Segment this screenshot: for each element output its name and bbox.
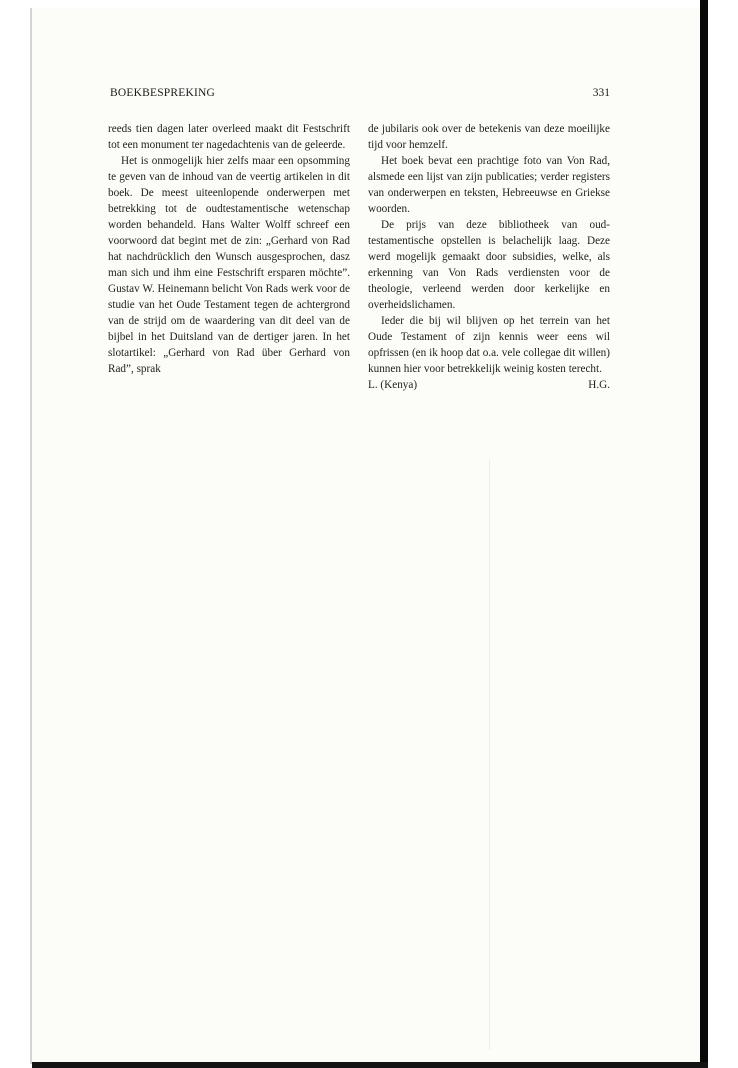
left-column (108, 121, 350, 377)
paragraph: reeds tien dagen later overleed maakt dit Festschrift tot een monument ter nagedachtenis van de geleerde. (108, 123, 350, 151)
right-column (368, 121, 610, 393)
paragraph: Het boek bevat een prachtige foto van Von Rad, alsmede een lijst van zijn publicaties; verder registers van onderwerpen en teksten, Hebreeuwse en Griekse woorden. (368, 155, 610, 215)
signature-line (368, 377, 610, 393)
signature-location: L. (Kenya) (368, 379, 418, 391)
page-left-edge (30, 8, 32, 1064)
page-number: 331 (592, 87, 610, 99)
paragraph: de jubilaris ook over de betekenis van deze moeilijke tijd voor hemzelf. (368, 123, 610, 151)
scan-border-bottom (32, 1062, 708, 1068)
gutter-crease (489, 460, 490, 1050)
paragraph: Het is onmogelijk hier zelfs maar een opsomming te geven van de inhoud van de veertig artikelen in dit boek. De meest uiteenlopende onderwerpen met betrekking tot de oudtestamentische wetenschap worden behandeld. Hans Walter Wolff schreef een voorwoord dat begint met de zin: „Gerhard von Rad hat nachdrücklich den Wunsch ausgesprochen, dasz man sich und ihm eine Festschrift ersparen möchte”. Gustav W. Heinemann belicht Von Rads werk voor de studie van het Oude Testament tegen de achtergrond van de strijd om de waardering van dit deel van de bijbel in het Duitsland van de dertiger jaren. In het slotartikel: „Gerhard von Rad über Gerhard von Rad”, sprak (108, 155, 350, 375)
paragraph: Ieder die bij wil blijven op het terrein van het Oude Testament of zijn kennis weer eens wil opfrissen (en ik hoop dat o.a. vele collegae dit willen) kunnen hier voor betrekkelijk weinig kosten terecht. (368, 315, 610, 375)
signature-initials: H.G. (588, 379, 610, 391)
paragraph: De prijs van deze bibliotheek van oudtestamentische opstellen is belachelijk laag. Deze werd mogelijk gemaakt door subsidies, welke, als erkenning van Von Rads verdiensten voor de theologie, verleend werden door kerkelijke en overheidslichamen. (368, 219, 610, 311)
running-head: BOEKBESPREKING (110, 87, 216, 99)
scan-border-right (700, 0, 708, 1068)
